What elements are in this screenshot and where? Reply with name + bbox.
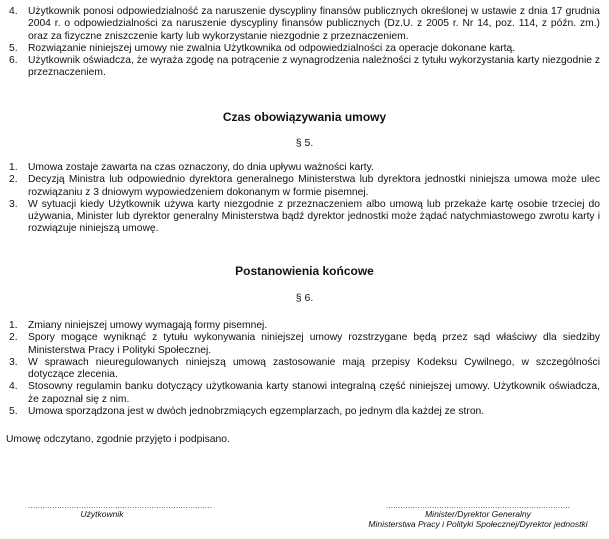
closing-statement: Umowę odczytano, zgodnie przyjęto i podpisano. [6, 434, 230, 445]
signature-label-minister: Minister/Dyrektor Generalny [425, 509, 531, 519]
item-text: W sprawach nieuregulowanych niniejszą umową zastosowanie mają przepisy Kodeksu Cywilnego, w szczególności dotyczące zlecenia. [28, 356, 600, 381]
item-number: 1. [9, 162, 18, 173]
item-text: Umowa zostaje zawarta na czas oznaczony, do dnia upływu ważności karty. [28, 162, 374, 173]
signature-label-ministry: Ministerstwa Pracy i Polityki Społecznej/Dyrektor jednostki [368, 519, 588, 529]
list-item [2, 406, 600, 418]
item-text: Umowa sporządzona jest w dwóch jednobrzmiących egzemplarzach, po jednym dla każdej ze stron. [28, 406, 485, 418]
item-number: 2. [9, 332, 18, 344]
paragraph-number-6: § 6. [295, 292, 314, 304]
item-text: Stosowny regulamin banku dotyczący użytkowania karty stanowi integralną część niniejszej umowy. Użytkownik oświadcza, że zapoznał się z nim. [28, 381, 600, 405]
list-item [2, 357, 600, 382]
item-text: Użytkownik oświadcza, że wyraża zgodę na potrącenie z wynagrodzenia należności z tytułu wykorzystania karty niezgodnie z przeznaczeniem. [28, 55, 600, 79]
item-number: 3. [9, 198, 18, 210]
item-number: 5. [9, 406, 18, 418]
item-number: 2. [9, 174, 18, 186]
section-title-duration: Czas obowiązywania umowy [222, 110, 387, 124]
list-item [2, 55, 600, 80]
signature-dotted-line: ............................................................................ [28, 501, 213, 510]
item-number: 5. [9, 42, 18, 54]
item-number: 1. [9, 320, 18, 331]
signature-user [28, 501, 213, 519]
item-text: Spory mogące wyniknąć z tytułu wykonywania niniejszej umowy rozstrzygane będą przez sąd właściwy dla siedziby Ministerstwa Pracy i Polityki Społecznej. [28, 332, 600, 356]
item-text: Użytkownik ponosi odpowiedzialność za naruszenie dyscypliny finansów publicznych określonej w ustawie z dnia 17 grudnia 2004 r. o odpowiedzialności za naruszenie dyscypliny finansów publicznych (Dz.U. z 2005 r. Nr 14, poz. 114, z późn. zm.) oraz za fizyczne zniszczenie karty lub wykorzystanie niezgodnie z przeznaczeniem. [28, 6, 600, 42]
signature-minister [358, 503, 598, 529]
list-item [2, 43, 600, 55]
section-5-list [2, 162, 600, 236]
item-text: Decyzją Ministra lub odpowiednio dyrektora generalnego Ministerstwa lub dyrektora jednostki niniejsza umowa może ulec rozwiązaniu z 3 dniowym wypowiedzeniem dokonanym w formie pisemnej. [28, 174, 600, 198]
section-6-list [2, 320, 600, 418]
signature-label-user: Użytkownik [80, 509, 124, 519]
item-number: 3. [9, 356, 18, 368]
item-text: Zmiany niniejszej umowy wymagają formy pisemnej. [28, 320, 268, 331]
list-item [2, 332, 600, 357]
item-number: 4. [9, 381, 18, 393]
item-number: 4. [9, 6, 18, 17]
list-item [2, 162, 600, 174]
item-text: W sytuacji kiedy Użytkownik używa karty niezgodnie z przeznaczeniem albo umową lub przekaże kartę osobie trzeciej do używania, Minister lub dyrektor generalny Ministerstwa bądź dyrektor jednostki może żądać natychmiastowego zwrotu karty i rozwiązuje niniejszą umowę. [28, 198, 600, 235]
signature-dotted-line: ............................................................................ [385, 501, 571, 510]
list-continued-items [2, 6, 600, 80]
item-text: Rozwiązanie niniejszej umowy nie zwalnia Użytkownika od odpowiedzialności za operacje dokonane kartą. [28, 42, 516, 54]
section-title-final-provisions: Postanowienia końcowe [235, 264, 374, 278]
list-item [2, 174, 600, 199]
list-item [2, 320, 600, 332]
list-item [2, 199, 600, 236]
item-number: 6. [9, 55, 18, 67]
paragraph-number-5: § 5. [295, 137, 314, 149]
list-item [2, 6, 600, 43]
list-item [2, 381, 600, 406]
